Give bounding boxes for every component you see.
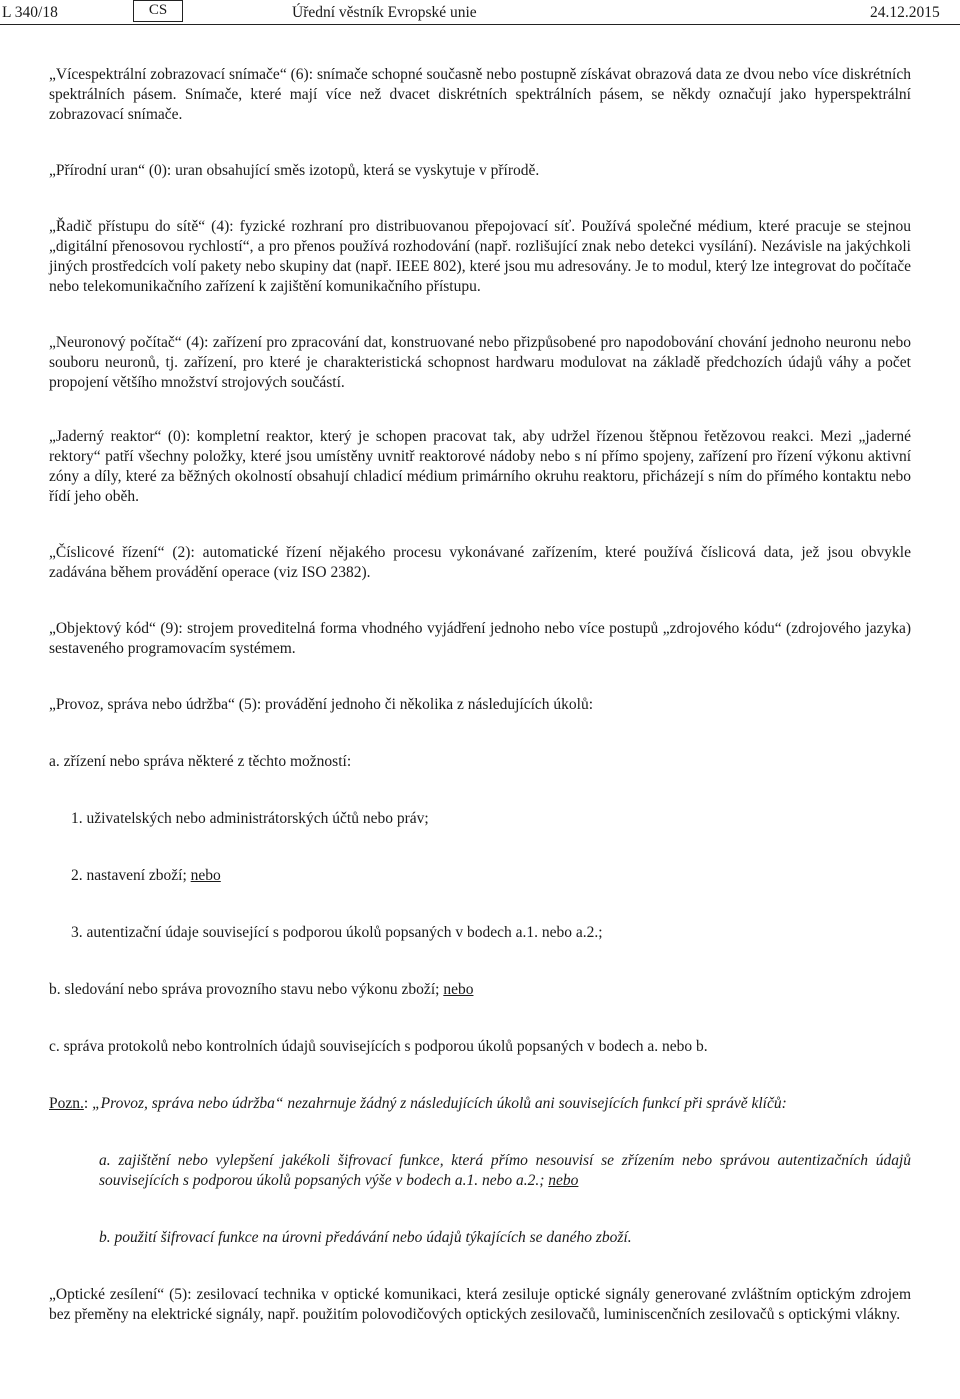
list-item-a3: 3. autentizační údaje související s podporou úkolů popsaných v bodech a.1. nebo a.2.; [71,924,603,941]
definition-object-code: „Objektový kód“ (9): strojem proveditelná forma vhodného vyjádření jednoho nebo více postupů „zdrojového kódu“ (zdrojového jazyka) sestaveného programovacím systémem. [49,620,911,657]
list-item-b-text: b. sledování nebo správa provozního stavu nebo výkonu zboží; [49,981,444,998]
list-item-a2-text: 2. nastavení zboží; [71,867,191,884]
header-divider [0,24,960,25]
journal-title: Úřední věstník Evropské unie [292,4,477,21]
definition-network-access-controller: „Řadič přístupu do sítě“ (4): fyzické rozhraní pro distribuovanou přepojovací síť. Používá společné médium, které pracuje se stejnou „digitální přenosovou rychlostí“, a pro přenos používá rozhodování (např. rozlišující znak nebo detekci vysílání). Nezávisle na jakýchkoli jiných prostředcích volí pakety nebo skupiny dat (např. IEEE 802), které jsou mu adresovány. Je to modul, který lze integrovat do počítače nebo telekomunikačního zařízení k zajištění komunikačního přístupu. [49,218,911,295]
list-item-a: a. zřízení nebo správa některé z těchto možností: [49,753,352,770]
note-item-a-text: a. zajištění nebo vylepšení jakékoli šifrovací funkce, která přímo nesouvisí se zřízením nebo správou autentizačních údajů souvisejících s podporou úkolů popsaných výše v bodech a.1. nebo a.2.; [99,1152,911,1189]
definition-multispectral: „Vícespektrální zobrazovací snímače“ (6): snímače schopné současně nebo postupně získávat obrazová data ze dvou nebo více diskrétních spektrálních pásem. Snímače, které mají více než dvacet diskrétních spektrálních pásem, se někdy označují jako hyperspektrální zobrazovací snímače. [49,66,911,123]
list-item-b [49,980,911,1000]
language-badge: CS [133,0,183,22]
definition-operation-administration: „Provoz, správa nebo údržba“ (5): provádění jednoho či několika z následujících úkolů: [49,696,594,713]
journal-reference: L 340/18 [2,4,58,21]
note-label: Pozn. [49,1095,84,1112]
list-item-b-or: nebo [443,981,474,998]
list-item-a2 [71,866,911,886]
note-item-b: b. použití šifrovací funkce na úrovni předávání nebo údajů týkajících se daného zboží. [99,1229,632,1246]
definition-numerical-control: „Číslicové řízení“ (2): automatické řízení nějakého procesu vykonávané zařízením, které používá číslicová data, jež jsou obvykle zadávána během provádění operace (viz ISO 2382). [49,544,911,581]
definition-optical-amplification: „Optické zesílení“ (5): zesilovací technika v optické komunikaci, která zesiluje optické signály generované zvláštním optickým zdrojem bez přeměny na elektrické signály, např. použitím polovodičových optických zesilovačů, luminiscenčních zesilovačů s optickými vlákny. [49,1286,911,1323]
definition-neural-computer: „Neuronový počítač“ (4): zařízení pro zpracování dat, konstruované nebo přizpůsobené pro napodobování chování jednoho neuronu nebo souboru neuronů, tj. zařízení, pro které je charakteristická schopnost hardwaru modulovat na základě předchozích údajů váhy a počet propojení většího množství strojových součástí. [49,334,911,391]
note [49,1094,911,1114]
list-item-a1: 1. uživatelských nebo administrátorských účtů nebo práv; [71,810,429,827]
definition-nuclear-reactor: „Jaderný reaktor“ (0): kompletní reaktor, který je schopen pracovat tak, aby udržel řízenou štěpnou řetězovou reakci. Mezi „jaderné rektory“ patří všechny položky, které jsou umístěny uvnitř reaktorové nádoby nebo s ní přímo spojeny, zařízení pro řízení výkonu aktivní zóny a díly, které za běžných okolností obsahují chladicí médium primárního okruhu reaktoru, přicházejí s ním do přímého kontaktu nebo řídí jeho oběh. [49,428,911,505]
definition-natural-uranium: „Přírodní uran“ (0): uran obsahující směs izotopů, která se vyskytuje v přírodě. [49,162,540,179]
note-text: „Provoz, správa nebo údržba“ nezahrnuje žádný z následujících úkolů ani souvisejících funkcí při správě klíčů: [92,1095,787,1112]
note-item-a-or: nebo [548,1172,579,1189]
publication-date: 24.12.2015 [870,4,940,21]
page-header [0,0,960,26]
note-item-a [99,1151,911,1191]
document-body [49,65,911,1363]
list-item-c: c. správa protokolů nebo kontrolních údajů souvisejících s podporou úkolů popsaných v bodech a. nebo b. [49,1038,708,1055]
note-separator: : [83,1095,93,1112]
list-item-a2-or: nebo [190,867,221,884]
